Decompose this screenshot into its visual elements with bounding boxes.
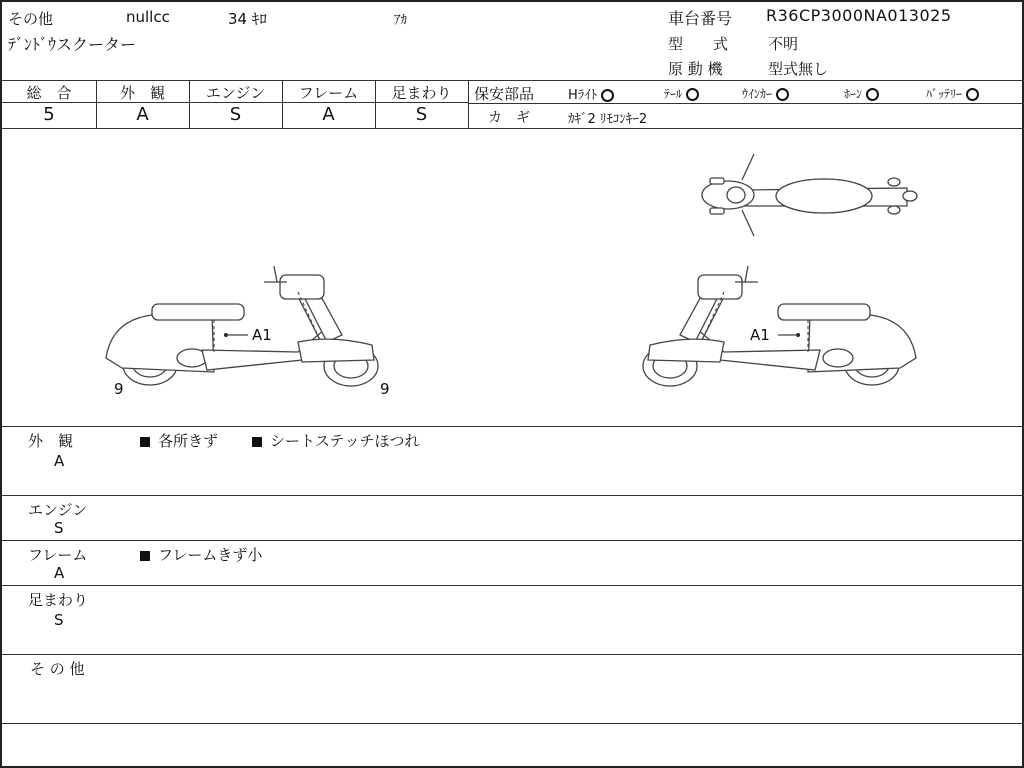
section-frame-label: フレーム (28, 546, 88, 564)
frame-number: R36CP3000NA013025 (766, 6, 952, 25)
damage-mark-left: A1 (252, 326, 272, 344)
safety-label: 保安部品 (474, 85, 535, 103)
bullet-icon (140, 437, 150, 447)
bullet-icon (140, 551, 150, 561)
safety-item-headlight: Hﾗｲﾄ (568, 84, 614, 103)
grade-value-exterior: A (136, 104, 149, 125)
ok-circle-icon (776, 88, 789, 101)
key-value: ｶｷﾞ2 ﾘﾓｺﾝｷｰ2 (568, 112, 648, 127)
grade-value-engine: S (229, 104, 242, 125)
safety-item-winker: ｳｲﾝｶｰ (742, 85, 789, 102)
ok-circle-icon (966, 88, 979, 101)
ok-circle-icon (866, 88, 879, 101)
grade-value-frame: A (322, 104, 335, 125)
engine-type-value: 型式無し (768, 60, 829, 78)
tire-front-depth: 9 (114, 380, 124, 398)
scooter-top-view (702, 154, 917, 236)
tire-rear-depth: 9 (380, 380, 390, 398)
category: その他 (8, 10, 54, 28)
section-engine-label: エンジン (28, 501, 88, 519)
safety-item-horn: ﾎｰﾝ (844, 85, 879, 102)
section-other-label: そ の 他 (30, 660, 85, 678)
section-exterior-label: 外 観 (28, 432, 74, 450)
grade-label-suspension: 足まわり (391, 84, 452, 102)
section-suspension-grade: S (54, 611, 64, 629)
section-engine-grade: S (54, 519, 64, 537)
model-name: ﾃﾞﾝﾄﾞｳスクーター (8, 35, 137, 54)
damage-mark-right: A1 (750, 326, 770, 344)
ok-circle-icon (686, 88, 699, 101)
type-value: 不明 (768, 35, 799, 53)
engine-type-label: 原 動 機 (668, 60, 723, 78)
grade-label-overall: 総 合 (26, 84, 72, 102)
section-exterior-note-2: シートステッチほつれ (252, 430, 420, 451)
safety-item-taillight: ﾃｰﾙ (664, 85, 699, 102)
frame-number-label: 車台番号 (668, 9, 733, 28)
section-frame-grade: A (54, 564, 65, 582)
section-exterior-note-1: 各所きず (140, 430, 218, 451)
key-label: カ ギ (488, 110, 530, 126)
mileage: 34 ｷﾛ (228, 10, 267, 28)
divider (2, 80, 1024, 81)
grade-value-overall: 5 (43, 104, 55, 125)
section-exterior-grade: A (54, 452, 65, 470)
grade-value-suspension: S (415, 104, 428, 125)
grade-label-frame: フレーム (298, 84, 359, 102)
ok-circle-icon (601, 89, 614, 102)
color: ｱｶ (394, 13, 407, 28)
bullet-icon (252, 437, 262, 447)
scooter-right-view (643, 266, 916, 386)
safety-item-battery: ﾊﾞｯﾃﾘｰ (926, 85, 979, 102)
section-suspension-label: 足まわり (28, 591, 89, 609)
displacement: nullcc (126, 8, 170, 26)
grade-label-exterior: 外 観 (119, 84, 165, 102)
scooter-diagram (2, 130, 1022, 426)
section-frame-note-1: フレームきず小 (140, 544, 262, 565)
type-label: 型 式 (668, 35, 729, 53)
grade-label-engine: エンジン (205, 84, 266, 102)
scooter-left-view (106, 266, 378, 386)
